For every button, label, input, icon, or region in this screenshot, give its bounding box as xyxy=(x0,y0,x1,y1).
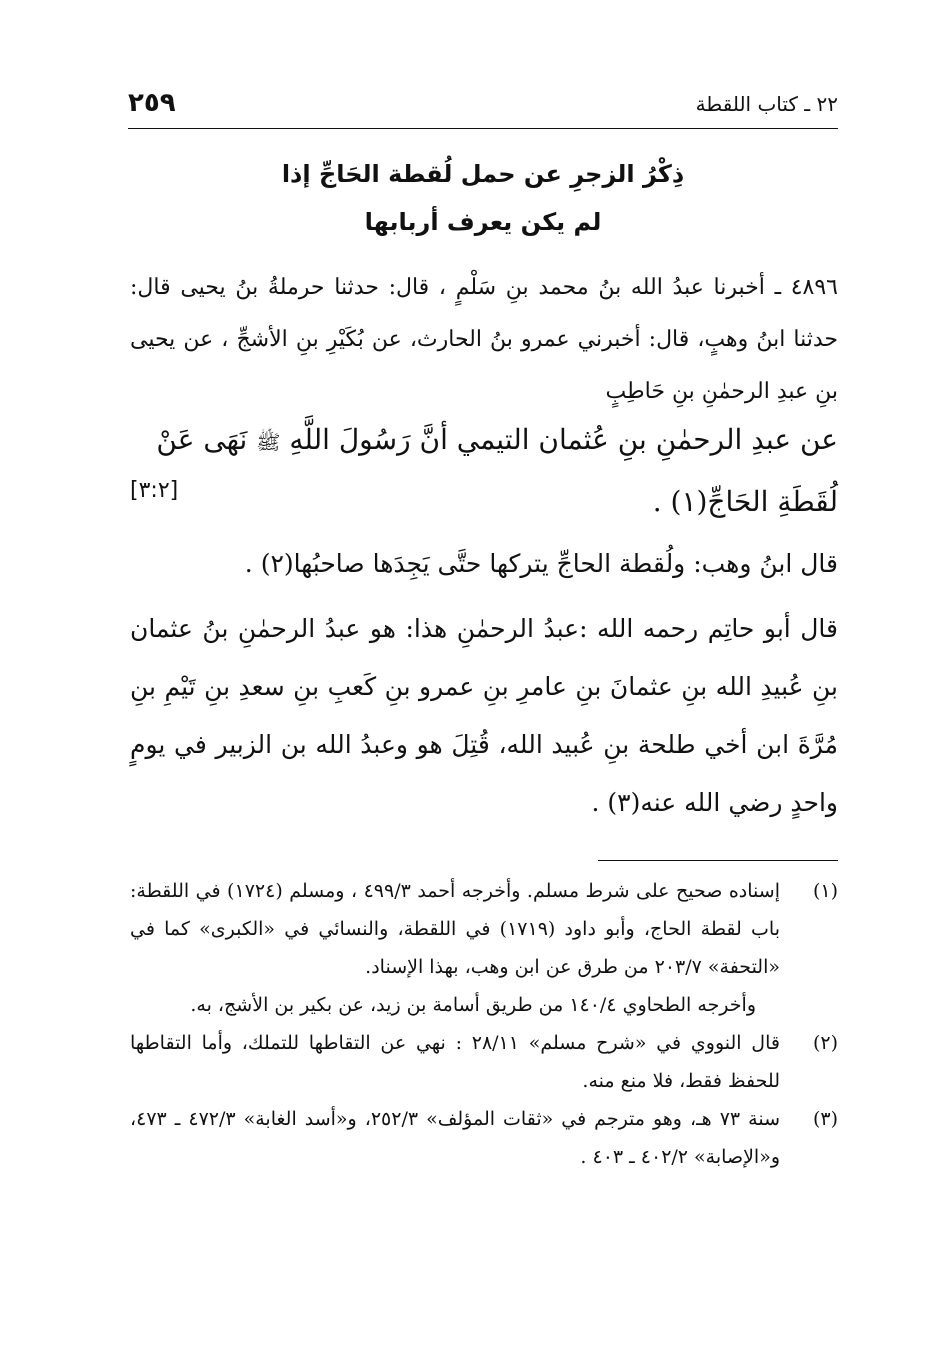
footnotes xyxy=(130,872,838,1176)
footnote-rule xyxy=(598,860,838,861)
matn-part-1: عن عبدِ الرحمٰنِ بنِ عُثمان التيمي أنَّ رَسُولَ اللَّهِ xyxy=(289,423,838,456)
page-header xyxy=(128,88,838,124)
heading-line-1: ذِكْرُ الزجرِ عن حمل لُقطة الحَاجِّ إذا xyxy=(281,160,685,188)
page-number: ٢٥٩ xyxy=(128,88,176,118)
honorific-symbol: ﷺ xyxy=(256,430,281,454)
footnote-3 xyxy=(130,1100,838,1176)
abu-hatim-comment: قال أبو حاتِم رحمه الله :عبدُ الرحمٰنِ هذا: هو عبدُ الرحمٰنِ بنُ عثمان بنِ عُبيدِ الله بنِ عثمانَ بنِ عامرِ بنِ عمرو بنِ كَعبِ بنِ سعدِ بنِ تَيْمِ بنِ مُرَّةَ ابن أخي طلحة بنِ عُبيد الله، قُتِلَ هو وعبدُ الله بن الزبير في يومٍ واحدٍ رضي الله عنه(٣) . xyxy=(130,614,838,817)
heading-line-2: لم يكن يعرف أربابها xyxy=(364,208,602,236)
running-head: ٢٢ ـ كتاب اللقطة xyxy=(695,92,838,116)
chapter-heading xyxy=(128,150,838,246)
header-rule xyxy=(128,128,838,129)
footnote-2 xyxy=(130,1024,838,1100)
footnote-text: إسناده صحيح على شرط مسلم. وأخرجه أحمد ٤٩٩/٣ ، ومسلم (١٧٢٤) في اللقطة: باب لقطة الحاج، وأبو داود (١٧١٩) في اللقطة، والنسائي في «الكبرى» كما في «التحفة» ٢٠٣/٧ من طرق عن ابن وهب، بهذا الإسناد. xyxy=(130,880,780,978)
hadith-matn xyxy=(130,410,838,532)
matn-line-2: لُقَطَةِ الحَاجِّ(١) . xyxy=(652,485,838,518)
footnote-number: (١) xyxy=(812,880,838,902)
footnote-text: سنة ٧٣ هـ، وهو مترجم في «ثقات المؤلف» ٢٥٢/٣، و«أسد الغابة» ٤٧٢/٣ ـ ٤٧٣، و«الإصابة» ٤٠٢/٢ ـ ٤٠٣ . xyxy=(130,1108,780,1168)
ibn-wahb-comment: قال ابنُ وهب: ولُقطة الحاجِّ يتركها حتَّى يَجِدَها صاحبُها(٢) . xyxy=(244,549,838,578)
source-reference: [٣:٢] xyxy=(130,478,179,503)
matn-part-2: نَهَى عَنْ xyxy=(156,423,248,456)
footnote-number: (٣) xyxy=(812,1108,838,1130)
matn-line-1 xyxy=(130,410,838,472)
footnote-1-continuation: وأخرجه الطحاوي ١٤٠/٤ من طريق أسامة بن زيد، عن بكير بن الأشج، به. xyxy=(190,994,756,1016)
footnote-1 xyxy=(130,872,838,986)
hadith-isnad: ٤٨٩٦ ـ أخبرنا عبدُ الله بنُ محمد بنِ سَلْمٍ ، قال: حدثنا حرملةُ بنُ يحيى قال: حدثنا ابنُ وهبٍ، قال: أخبرني عمرو بنُ الحارث، عن بُكَيْرِ بنِ الأشجِّ ، عن يحيى بنِ عبدِ الرحمٰنِ بنِ حَاطِبٍ xyxy=(130,275,838,404)
footnote-text: قال النووي في «شرح مسلم» ٢٨/١١ : نهي عن التقاطها للتملك، وأما التقاطها للحفظ فقط، فلا منع منه. xyxy=(130,1032,780,1092)
footnote-number: (٢) xyxy=(812,1032,838,1054)
